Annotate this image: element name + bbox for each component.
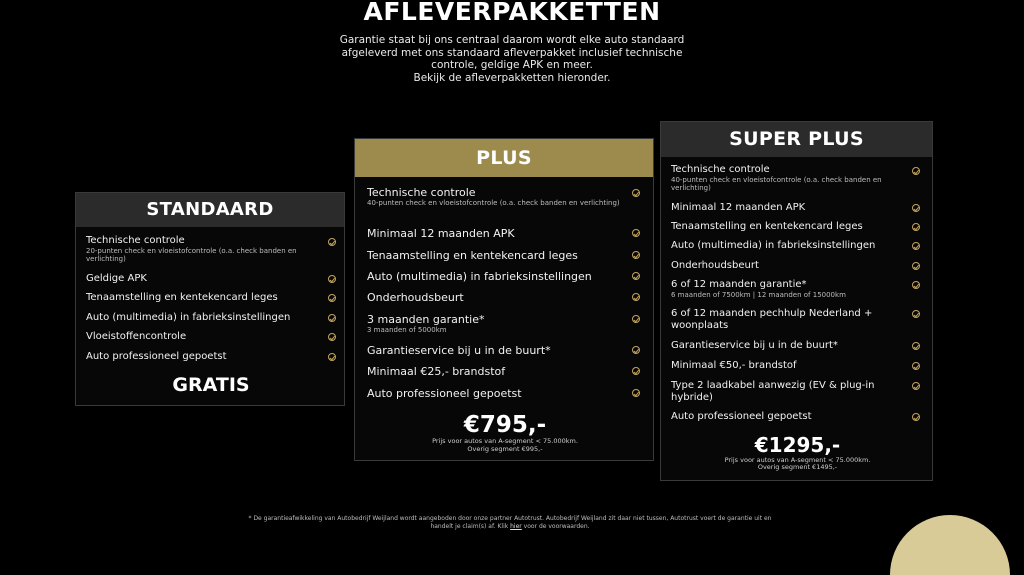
- check-icon: [912, 310, 920, 318]
- feature-item: Type 2 laadkabel aanwezig (EV & plug-in hybride): [671, 380, 875, 403]
- feature-item: Geldige APK: [86, 273, 147, 284]
- check-icon: [632, 272, 640, 280]
- feature-item: Minimaal €25,- brandstof: [367, 365, 506, 378]
- package-card-standaard: [75, 192, 345, 406]
- check-icon: [912, 204, 920, 212]
- package-card-super-plus: [660, 121, 933, 481]
- check-icon: [912, 167, 920, 175]
- price-note: Overig segment €1495,-: [757, 463, 838, 471]
- price-note: Prijs voor autos van A-segment < 75.000km.: [432, 437, 578, 445]
- feature-item: Onderhoudsbeurt: [671, 260, 759, 271]
- check-icon: [632, 315, 640, 323]
- package-title-standaard: STANDAARD: [76, 193, 344, 227]
- terms-link[interactable]: hier: [510, 523, 522, 530]
- package-title-super-plus: SUPER PLUS: [661, 122, 932, 157]
- page-title: AFLEVERPAKKETTEN: [363, 0, 661, 26]
- feature-item: Minimaal €50,- brandstof: [671, 360, 797, 371]
- check-icon: [912, 413, 920, 421]
- feature-item: Technische controle 20-punten check en vloeistofcontrole (o.a. check banden en verlichting): [86, 235, 297, 263]
- footnote: [200, 515, 820, 531]
- package-card-plus: [354, 138, 654, 461]
- check-icon: [328, 238, 336, 246]
- package-price-standaard: GRATIS: [172, 374, 250, 396]
- intro-line: controle, geldige APK en meer.: [431, 59, 593, 71]
- feature-item: Onderhoudsbeurt: [367, 291, 464, 304]
- check-icon: [632, 229, 640, 237]
- feature-item: Auto professioneel gepoetst: [367, 387, 522, 400]
- intro-text: [262, 34, 762, 84]
- check-icon: [912, 223, 920, 231]
- feature-item: Auto professioneel gepoetst: [86, 351, 227, 362]
- feature-item: 6 of 12 maanden pechhulp Nederland + woonplaats: [671, 308, 873, 331]
- check-icon: [912, 242, 920, 250]
- feature-item: Auto (multimedia) in fabrieksinstellingen: [86, 312, 291, 323]
- feature-item: Vloeistoffencontrole: [86, 331, 187, 342]
- check-icon: [328, 275, 336, 283]
- package-price-plus: €795,-: [463, 412, 547, 438]
- check-icon: [632, 189, 640, 197]
- feature-item: Minimaal 12 maanden APK: [671, 202, 806, 213]
- feature-item: Auto (multimedia) in fabrieksinstellingen: [367, 270, 592, 283]
- feature-item: 3 maanden garantie* 3 maanden of 5000km: [367, 313, 485, 334]
- check-icon: [912, 281, 920, 289]
- check-icon: [632, 293, 640, 301]
- check-icon: [328, 333, 336, 341]
- footnote-line: * De garantieafwikkeling van Autobedrijf Weijland wordt aangeboden door onze partner Autotrust. Autobedrijf Weijland zit daar niet tussen, Autotrust voert de garantie uit en: [248, 515, 772, 522]
- footnote-line: handelt je claim(s) af. Klik hier voor de voorwaarden.: [430, 523, 590, 530]
- check-icon: [632, 389, 640, 397]
- check-icon: [912, 382, 920, 390]
- feature-item: Technische controle 40-punten check en vloeistofcontrole (o.a. check banden en verlichting): [367, 186, 620, 207]
- chat-bubble-button[interactable]: [890, 515, 1010, 575]
- package-title-plus: PLUS: [355, 139, 653, 177]
- feature-item: Garantieservice bij u in de buurt*: [671, 340, 838, 351]
- feature-item: Minimaal 12 maanden APK: [367, 227, 515, 240]
- intro-line: afgeleverd met ons standaard afleverpakket inclusief technische: [341, 46, 683, 59]
- check-icon: [632, 346, 640, 354]
- check-icon: [912, 362, 920, 370]
- feature-item: Garantieservice bij u in de buurt*: [367, 344, 551, 357]
- feature-item: Tenaamstelling en kentekencard leges: [367, 249, 578, 262]
- check-icon: [912, 262, 920, 270]
- check-icon: [328, 314, 336, 322]
- feature-item: Tenaamstelling en kentekencard leges: [86, 292, 278, 303]
- check-icon: [328, 294, 336, 302]
- feature-item: Auto (multimedia) in fabrieksinstellingen: [671, 240, 876, 251]
- package-price-super-plus: €1295,-: [754, 433, 841, 457]
- feature-item: Technische controle 40-punten check en vloeistofcontrole (o.a. check banden en verlichting): [671, 164, 882, 192]
- feature-item: 6 of 12 maanden garantie* 6 maanden of 7500km | 12 maanden of 15000km: [671, 279, 846, 299]
- feature-item: Tenaamstelling en kentekencard leges: [671, 221, 863, 232]
- check-icon: [912, 342, 920, 350]
- check-icon: [632, 251, 640, 259]
- check-icon: [632, 367, 640, 375]
- intro-line: Bekijk de afleverpakketten hieronder.: [413, 71, 611, 84]
- price-note: Overig segment €995,-: [467, 445, 543, 453]
- feature-item: Auto professioneel gepoetst: [671, 411, 812, 422]
- check-icon: [328, 353, 336, 361]
- intro-line: Garantie staat bij ons centraal daarom wordt elke auto standaard: [339, 34, 685, 46]
- price-note: Prijs voor autos van A-segment < 75.000km.: [724, 456, 871, 464]
